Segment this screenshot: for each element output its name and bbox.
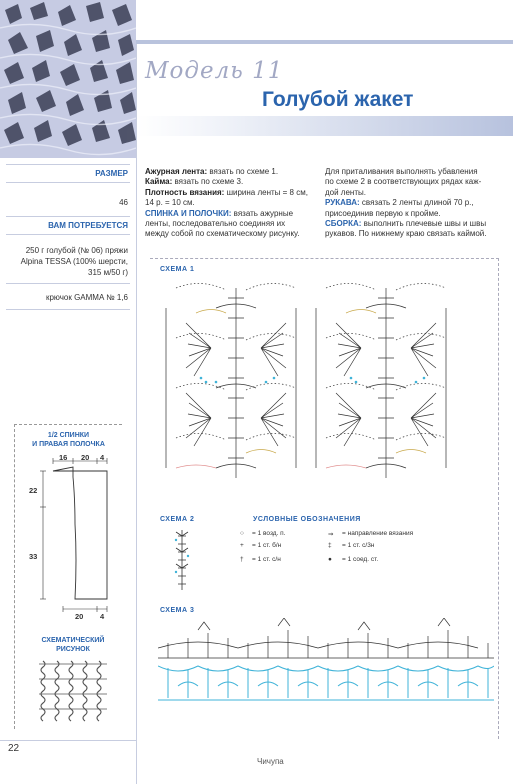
legend-title: УСЛОВНЫЕ ОБОЗНАЧЕНИЯ [253, 516, 361, 523]
text-gauge: ширина ленты = 8 см, [224, 187, 308, 197]
dim-bottom-4: 4 [100, 612, 105, 621]
text-shaping-1: Для приталивания выполнять убавления [325, 167, 478, 176]
scheme-3-chart [158, 618, 494, 708]
text-assembly: выполнить плечевые швы и швы [361, 219, 487, 229]
column-divider [136, 44, 137, 784]
slip-stitch-icon: ● [328, 556, 332, 563]
schematic-title-2: РИСУНОК [56, 646, 90, 653]
footer-brand: Чичупа [257, 757, 284, 766]
label-gauge: Плотность вязания: [145, 187, 225, 197]
dim-left-33: 33 [29, 552, 38, 561]
scheme-3-label: СХЕМА 3 [160, 607, 195, 614]
text-sleeves-2: присоединив первую к пройме. [325, 208, 441, 218]
size-value: 46 [119, 198, 128, 207]
text-shaping-2: по схеме 2 в соответствующих рядах каж- [325, 177, 482, 187]
text-back-fronts-3: между собой по схематическому рисунку. [145, 229, 300, 239]
text-lace-band: вязать по схеме 1. [207, 167, 279, 176]
text-column-right [325, 167, 505, 240]
schematic-title-1: СХЕМАТИЧЕСКИЙ [41, 637, 105, 644]
scheme-1-chart [156, 278, 498, 494]
dim-top-16: 16 [59, 453, 68, 462]
label-sleeves: РУКАВА: [325, 198, 360, 208]
label-border: Кайма: [145, 177, 173, 187]
legend-single-crochet: = 1 ст. б/н [252, 542, 282, 549]
legend-slip-stitch: = 1 соед. ст. [342, 556, 379, 563]
scheme-2-label: СХЕМА 2 [160, 516, 195, 523]
dim-top-4: 4 [100, 453, 105, 462]
scheme-1-label: СХЕМА 1 [160, 266, 195, 273]
dim-bottom-20: 20 [75, 612, 84, 621]
direction-arrow-icon: ⇒ [328, 531, 334, 538]
text-back-fronts-2: ленты, последовательно соединяя их [145, 219, 286, 229]
legend-double-crochet: = 1 ст. с/н [252, 556, 281, 563]
double-crochet-icon: † [240, 556, 244, 563]
materials-line-1: 250 г голубой (№ 06) пряжи [25, 246, 128, 255]
footer-rule [0, 740, 136, 741]
header-top-bar [136, 40, 513, 44]
materials-heading: ВАМ ПОТРЕБУЕТСЯ [48, 221, 128, 230]
lace-photo [0, 0, 136, 158]
size-heading: РАЗМЕР [95, 169, 128, 178]
sidebar [0, 158, 136, 314]
model-number: Модель 11 [145, 58, 284, 84]
legend-direction: = направление вязания [342, 530, 414, 537]
diagram-title-1: 1/2 СПИНКИ [47, 432, 90, 439]
text-assembly-2: рукавов. По нижнему краю связать каймой. [325, 229, 487, 239]
label-back-fronts: СПИНКА И ПОЛОЧКИ: [145, 208, 232, 218]
single-crochet-icon: + [240, 542, 244, 549]
page-number: 22 [8, 743, 20, 754]
text-border: вязать по схеме 3. [172, 177, 244, 187]
dim-top-20: 20 [81, 453, 90, 462]
text-column-left [145, 167, 315, 240]
title-bar [137, 116, 513, 136]
scheme-2-chart [158, 528, 198, 592]
triple-crochet-icon: ‡ [328, 542, 332, 549]
text-sleeves: связать 2 ленты длиной 70 р., [359, 198, 474, 208]
page-title: Голубой жакет [262, 88, 414, 111]
text-gauge-2: 14 р. = 10 см. [145, 198, 195, 208]
hook-size: крючок GAMMA № 1,6 [45, 293, 128, 302]
legend-triple-crochet: = 1 ст. с/3н [342, 542, 375, 549]
schematic-panel [14, 424, 122, 729]
legend-chain: = 1 возд. п. [252, 530, 286, 537]
chain-icon: ○ [240, 530, 244, 537]
text-back-fronts: вязать ажурные [231, 208, 294, 218]
materials-line-3: 315 м/50 г) [88, 268, 128, 277]
dim-left-22: 22 [29, 486, 38, 495]
text-shaping-3: дой ленты. [325, 187, 366, 197]
label-assembly: СБОРКА: [325, 219, 362, 229]
materials-line-2: Alpina TESSA (100% шерсти, [20, 257, 128, 266]
diagram-title-2: И ПРАВАЯ ПОЛОЧКА [32, 441, 105, 448]
label-lace-band: Ажурная лента: [145, 167, 208, 176]
